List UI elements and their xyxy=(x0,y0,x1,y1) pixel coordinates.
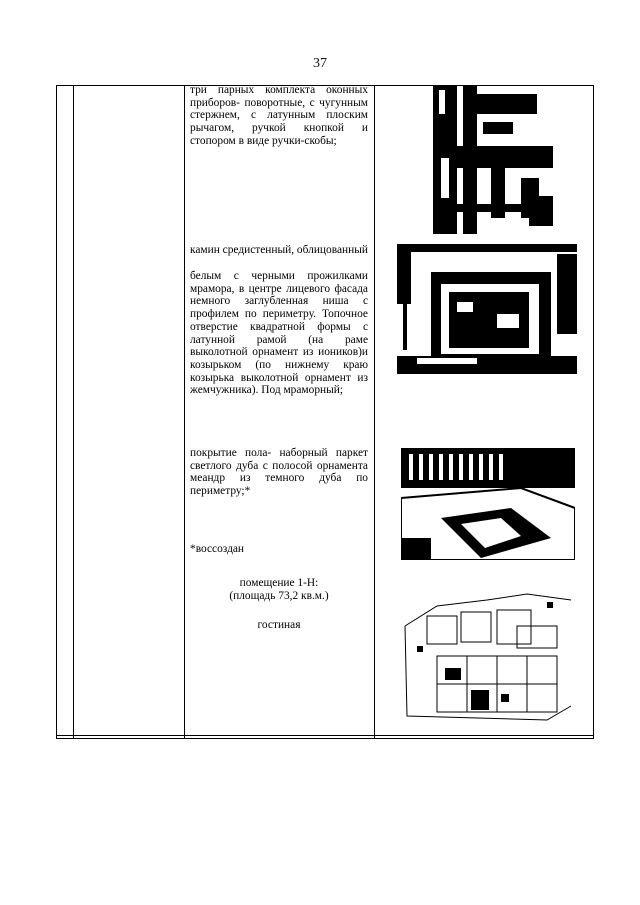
table-bottom-line xyxy=(57,735,593,736)
parquet-photo xyxy=(401,448,575,560)
fireplace-description-line1: камин средистенный, облицованный xyxy=(190,244,368,256)
fireplace-photo xyxy=(397,244,577,374)
fireplace-description: белым с черными прожилками мрамора, в центре лицевого фасада немного заглубленная ниша с профилем по периметру. Топочное отверстие квадратной формы с латунной рамой (на раме выколотной орнамент из иоников)и козырьком (по нижнему краю козырька выколотной орнамент из жемчужника). Под мраморный; xyxy=(190,270,368,397)
column-divider xyxy=(73,86,74,738)
floor-description: покрытие пола- наборный паркет светлого дуба с полосой орнамента меандр из темного дуба по периметру;* xyxy=(190,447,368,498)
recreated-note: *воссоздан xyxy=(190,543,245,555)
room-name: гостиная xyxy=(257,619,301,631)
column-divider xyxy=(184,86,185,738)
page-number: 37 xyxy=(313,56,327,71)
floor-plan-image xyxy=(397,586,577,724)
window-fittings-photo xyxy=(433,86,553,234)
room-title: помещение 1-Н: xyxy=(239,577,319,589)
room-area: (площадь 73,2 кв.м.) xyxy=(229,590,329,602)
inventory-table xyxy=(56,85,594,739)
window-fittings-description: три парных комплекта оконных приборов- поворотные, с чугунным стержнем, с латунным плоским рычагом, ручкой кнопкой и стопором в виде ручки-скобы; xyxy=(190,84,368,147)
column-divider xyxy=(374,86,375,738)
